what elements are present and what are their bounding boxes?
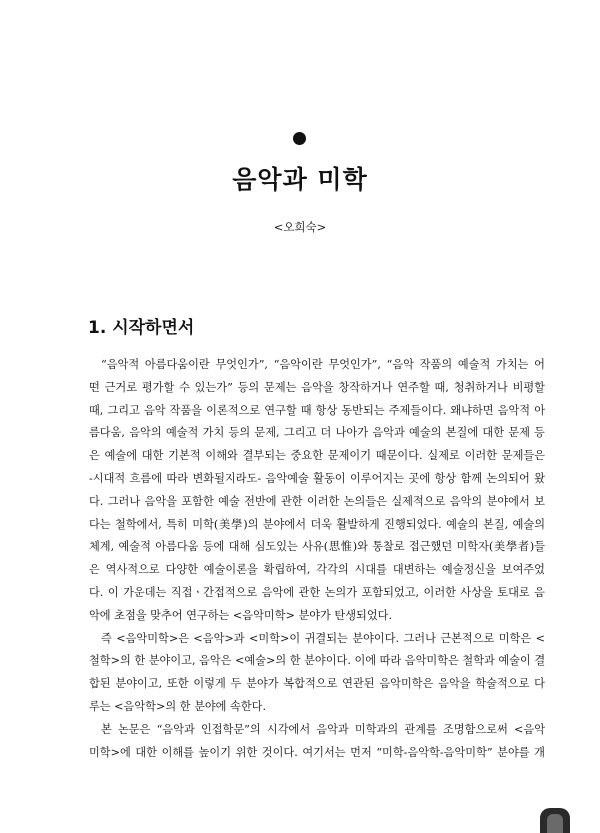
body-text <box>89 354 545 764</box>
section-heading: 1. 시작하면서 <box>88 318 195 338</box>
text-line: 합된 분야이고, 또한 이렇게 두 분야가 복합적으로 연관된 음악미학은 음악을 학술적으로 다 <box>89 677 545 691</box>
page-corner-thumb-mark <box>540 808 570 833</box>
text-line: 본 논문은 “음악과 인접학문”의 시각에서 음악과 미학과의 관계를 조명함으로써 <음악 <box>101 722 545 736</box>
text-line: 떤 근거로 평가할 수 있는가” 등의 문제는 음악을 창작하거나 연주할 때, 청취하거나 비평할 <box>89 380 545 394</box>
text-line: 철학>의 한 분야이고, 음악은 <예술>의 한 분야이다. 이에 따라 음악미학은 철학과 예술이 결 <box>89 654 545 668</box>
text-line: 때, 그리고 음악 작품을 이론적으로 연구할 때 항상 동반되는 주제들이다. 왜냐하면 음악적 아 <box>89 403 545 417</box>
text-line: 다. 그러나 음악을 포함한 예술 전반에 관한 이러한 논의들은 실제적으로 음악의 분야에서 보 <box>89 494 545 508</box>
text-line: “음악적 아름다움이란 무엇인가”, “음악이란 무엇인가”, “음악 작품의 예술적 가치는 어 <box>101 358 545 371</box>
author-name: <오희숙> <box>273 220 327 234</box>
text-line: 루는 <음악학>의 한 분야에 속한다. <box>89 699 267 713</box>
text-line: 다. 이 가운데는 직접ㆍ간접적으로 음악에 관한 논의가 포함되었고, 이러한 사상을 토대로 음 <box>89 585 545 599</box>
text-line: 은 역사적으로 다양한 예술이론을 확립하여, 각각의 시대를 대변하는 예술정신을 보여주었 <box>89 563 545 577</box>
text-line: 체계, 예술적 아름다움 등에 대해 심도있는 사유(思惟)와 통찰로 접근했던 미학자(美學者)들 <box>89 540 545 554</box>
bullet-dot <box>293 132 306 145</box>
text-line: -시대적 흐름에 따라 변화될지라도- 음악예술 활동이 이루어지는 곳에 항상 함께 논의되어 왔 <box>89 471 545 485</box>
text-line: 다는 철학에서, 특히 미학(美學)의 분야에서 더욱 활발하게 진행되었다. 예술의 본질, 예술의 <box>89 517 545 531</box>
text-line: 즉 <음악미학>은 <음악>과 <미학>이 귀결되는 분야이다. 그러나 근본적으로 미학은 < <box>101 631 545 645</box>
text-line: 은 예술에 대한 기본적 이해와 결부되는 중요한 문제이기 때문이다. 실제로 이러한 문제들은 <box>89 449 545 463</box>
text-line: 미학>에 대한 이해를 높이기 위한 것이다. 여기서는 먼저 “미학-음악학-음악미학” 분야를 개 <box>89 745 545 759</box>
article-title: 음악과 미학 <box>232 165 368 194</box>
text-line: 악에 초점을 맞추어 연구하는 <음악미학> 분야가 탄생되었다. <box>89 608 393 622</box>
text-line: 름다움, 음악의 예술적 가치 등의 문제, 그리고 더 나아가 음악과 예술의 본질에 대한 문제 등 <box>89 426 545 440</box>
